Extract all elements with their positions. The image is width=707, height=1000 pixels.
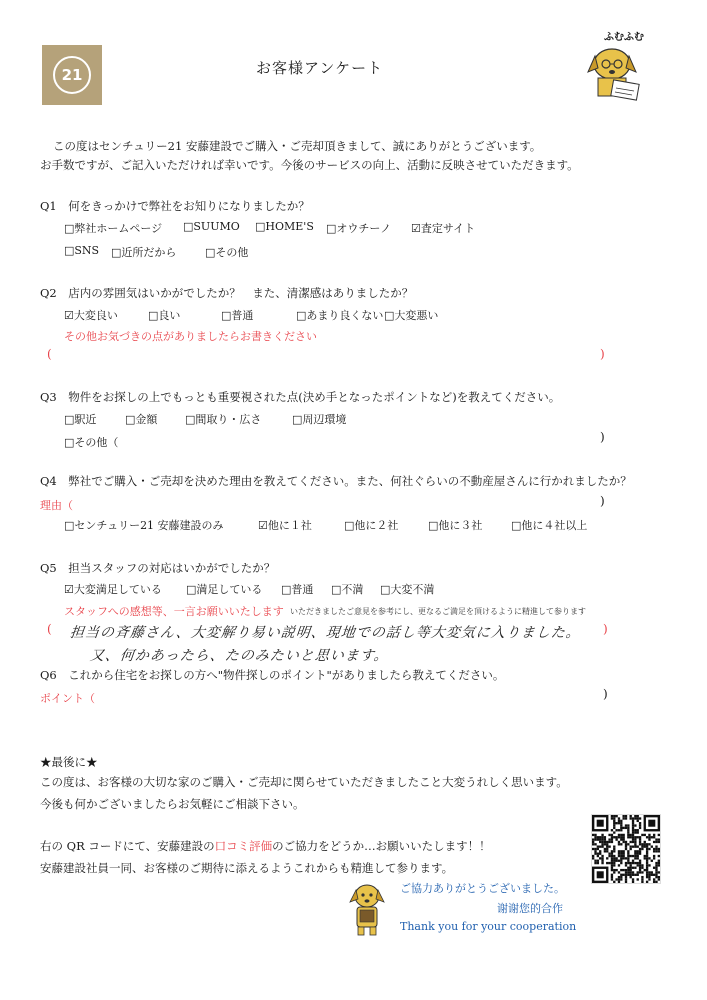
q5-request: スタッフへの感想等、一言お願いいたします [64, 605, 284, 618]
mascot-caption: ふむふむ [604, 32, 644, 43]
q2-note: その他お気づきの点がありましたらお書きください [64, 330, 317, 343]
q1-option-other[interactable]: □その他 [205, 246, 249, 259]
thanks-zh: 谢谢您的合作 [497, 902, 563, 915]
q2-paren-open: ( [47, 347, 52, 361]
q5-paren-open: ( [47, 622, 52, 636]
q4-option-four-plus[interactable]: □他に４社以上 [511, 519, 588, 532]
q3-paren-close: ) [600, 430, 605, 444]
q4-paren-close: ) [600, 494, 605, 508]
q4-option-one-other[interactable]: ☑他に１社 [258, 519, 312, 532]
closing-line-2: 今後も何かございましたらお気軽にご相談下さい。 [40, 797, 305, 811]
q1-option-ouchino[interactable]: □オウチーノ [326, 222, 392, 235]
q5-option-satisfied[interactable]: □満足している [186, 583, 263, 596]
logo-mark: 21 [53, 56, 91, 94]
q4-option-two-others[interactable]: □他に２社 [344, 519, 399, 532]
q2-paren-close: ) [600, 347, 605, 361]
q4-label: Q4 弊社でご購入・ご売却を決めた理由を教えてください。また、何社ぐらいの不動産屋さんに行かれましたか？ [40, 474, 632, 488]
intro-line-1: この度はセンチュリー21 安藤建設でご購入・ご売却頂きまして、誠にありがとうございます。 [53, 139, 542, 153]
staff-line: 安藤建設社員一同、お客様のご期待に添えるようこれからも精進して参ります。 [40, 861, 454, 875]
q5-option-very-satisfied[interactable]: ☑大変満足している [64, 583, 162, 596]
q5-handwritten-line-2: 又、何かあったら、たのみたいと思います。 [89, 648, 390, 664]
q3-label: Q3 物件をお探しの上でもっとも重要視された点(決め手となったポイントなど)を教えてください。 [40, 390, 561, 404]
qr-request-text-b: のご協力をどうか…お願いいたします！！ [272, 839, 491, 853]
q3-option-price[interactable]: □金額 [125, 413, 158, 426]
q6-label: Q6 これから住宅をお探しの方へ"物件探しのポイント"がありましたら教えてください。 [40, 668, 505, 682]
qr-request-line [40, 838, 491, 854]
closing-line-1: この度は、お客様の大切な家のご購入・ご売却に関らせていただきましたこと大変うれしく思います。 [40, 775, 568, 789]
q2-option-normal[interactable]: □普通 [221, 309, 254, 322]
q5-option-unsatisfied[interactable]: □不満 [331, 583, 364, 596]
mascot-dog-bottom-icon [345, 880, 390, 938]
q5-option-very-unsatisfied[interactable]: □大変不満 [380, 583, 435, 596]
q1-option-nearby[interactable]: □近所だから [111, 246, 177, 259]
q3-option-other[interactable]: □その他（ [64, 436, 119, 449]
q2-option-not-good[interactable]: □あまり良くない [296, 309, 384, 322]
mascot-dog-icon [582, 42, 650, 102]
q1-option-suumo[interactable]: □SUUMO [183, 220, 240, 233]
q6-point-label: ポイント（ [40, 692, 95, 705]
q5-option-normal[interactable]: □普通 [281, 583, 314, 596]
q2-option-very-bad[interactable]: □大変悪い [384, 309, 439, 322]
q4-option-only-us[interactable]: □センチュリー21 安藤建設のみ [64, 519, 224, 532]
qr-request-text-a: 右の QR コードにて、安藤建設の [40, 839, 215, 853]
thanks-ja: ご協力ありがとうございました。 [400, 882, 565, 895]
q4-reason-label: 理由（ [40, 499, 73, 512]
q2-label: Q2 店内の雰囲気はいかがでしたか？ また、清潔感はありましたか？ [40, 286, 414, 300]
q3-option-environment[interactable]: □周辺環境 [292, 413, 347, 426]
q2-option-good[interactable]: □良い [148, 309, 181, 322]
q5-paren-close: ) [603, 622, 608, 636]
intro-line-2: お手数ですが、ご記入いただければ幸いです。今後のサービスの向上、活動に反映させていただきます。 [40, 158, 579, 172]
page-title: お客様アンケート [256, 59, 384, 77]
q5-handwritten-line-1: 担当の斉藤さん、大変解り易い説明、現地での話し等大変気に入りました。 [69, 625, 582, 641]
q5-request-note: いただきましたご意見を参考にし、更なるご満足を頂けるように精進して参ります [290, 607, 586, 616]
q1-option-satei-site[interactable]: ☑査定サイト [411, 222, 476, 235]
thanks-en: Thank you for your cooperation [400, 920, 577, 933]
q6-paren-close: ) [603, 687, 608, 701]
q1-label: Q1 何をきっかけで弊社をお知りになりましたか？ [40, 199, 310, 213]
q5-label: Q5 担当スタッフの対応はいかがでしたか？ [40, 561, 276, 575]
q3-option-station[interactable]: □駅近 [64, 413, 97, 426]
qr-code-icon[interactable] [591, 814, 661, 884]
q1-option-sns[interactable]: □SNS [64, 244, 100, 257]
qr-request-review: 口コミ評価 [214, 839, 273, 853]
century21-logo [42, 45, 102, 105]
closing-heading: ★最後に★ [40, 755, 98, 769]
q2-comment-field[interactable] [60, 350, 595, 368]
q1-option-homepage[interactable]: □弊社ホームページ [64, 222, 163, 235]
q3-option-layout[interactable]: □間取り・広さ [185, 413, 262, 426]
q1-option-homes[interactable]: □HOME'S [255, 220, 314, 233]
q2-option-very-good[interactable]: ☑大変良い [64, 309, 118, 322]
q4-option-three-others[interactable]: □他に３社 [428, 519, 483, 532]
